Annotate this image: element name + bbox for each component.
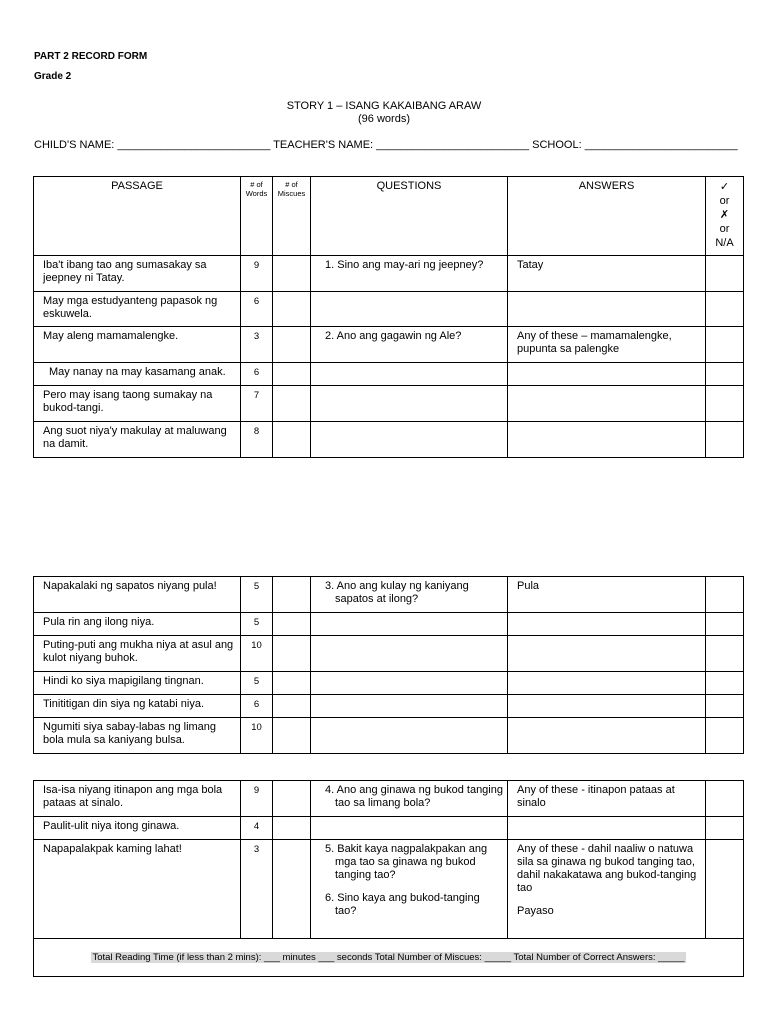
table-row xyxy=(34,422,744,458)
mark-cell[interactable] xyxy=(706,327,744,363)
miscue-cell[interactable] xyxy=(273,386,311,422)
word-count-cell: 6 xyxy=(241,363,273,386)
table-row xyxy=(34,363,744,386)
answer-cell: Tatay xyxy=(508,256,706,292)
question-cell: 5. Bakit kaya nagpalakpakan ang mga tao sa ginawa ng bukod tanging tao? 6. Sino kaya ang bukod-tanging tao? xyxy=(311,840,508,939)
word-count-cell: 10 xyxy=(241,718,273,754)
question-cell: 3. Ano ang kulay ng kaniyang sapatos at ilong? xyxy=(311,577,508,613)
mark-cell[interactable] xyxy=(706,672,744,695)
answer-cell xyxy=(508,292,706,327)
table-row xyxy=(34,781,744,817)
question-cell xyxy=(311,636,508,672)
question-cell: 2. Ano ang gagawin ng Ale? xyxy=(311,327,508,363)
passage-cell: Puting-puti ang mukha niya at asul ang kulot niyang buhok. xyxy=(34,636,241,672)
answer-cell xyxy=(508,422,706,458)
mark-cell[interactable] xyxy=(706,636,744,672)
table-row xyxy=(34,636,744,672)
passage-cell: Tinititigan din siya ng katabi niya. xyxy=(34,695,241,718)
passage-cell: Ngumiti siya sabay-labas ng limang bola mula sa kaniyang bulsa. xyxy=(34,718,241,754)
answer-cell xyxy=(508,718,706,754)
record-table-3 xyxy=(33,780,744,977)
mark-cell[interactable] xyxy=(706,817,744,840)
table-row xyxy=(34,695,744,718)
word-count-cell: 5 xyxy=(241,672,273,695)
story-title: STORY 1 – ISANG KAKAIBANG ARAW xyxy=(286,100,482,112)
miscue-cell[interactable] xyxy=(273,363,311,386)
answer-cell: Any of these - dahil naaliw o natuwa sila sa ginawa ng bukod tanging tao, dahil nakakatawa ang bukod-tanging tao Payaso xyxy=(508,840,706,939)
passage-cell: Napapalakpak kaming lahat! xyxy=(34,840,241,939)
mark-cell[interactable] xyxy=(706,781,744,817)
word-count-cell: 9 xyxy=(241,256,273,292)
question-cell xyxy=(311,695,508,718)
answer-cell xyxy=(508,817,706,840)
passage-cell: May aleng mamamalengke. xyxy=(34,327,241,363)
record-table-2 xyxy=(33,576,744,754)
table-row xyxy=(34,718,744,754)
passage-cell: Napakalaki ng sapatos niyang pula! xyxy=(34,577,241,613)
table-row xyxy=(34,672,744,695)
passage-header: PASSAGE xyxy=(34,177,241,256)
miscue-cell[interactable] xyxy=(273,422,311,458)
footer-row xyxy=(34,939,744,977)
totals-line: Total Reading Time (if less than 2 mins): ___ minutes ___ seconds Total Number of Miscues: _____ Total Number of Correct Answers: _____ xyxy=(92,952,685,963)
names-line: CHILD'S NAME: _________________________ TEACHER'S NAME: _________________________ SCHOOL: _________________________ xyxy=(34,139,738,151)
answer-cell xyxy=(508,613,706,636)
mark-header: ✓ or ✗ or N/A xyxy=(706,177,744,256)
question-cell xyxy=(311,386,508,422)
miscue-cell[interactable] xyxy=(273,672,311,695)
miscue-cell[interactable] xyxy=(273,256,311,292)
word-count-cell: 8 xyxy=(241,422,273,458)
passage-cell: Ang suot niya'y makulay at maluwang na damit. xyxy=(34,422,241,458)
miscue-cell[interactable] xyxy=(273,327,311,363)
passage-cell: Hindi ko siya mapigilang tingnan. xyxy=(34,672,241,695)
word-count: (96 words) xyxy=(358,113,410,125)
questions-header: QUESTIONS xyxy=(311,177,508,256)
passage-cell: Iba't ibang tao ang sumasakay sa jeepney ni Tatay. xyxy=(34,256,241,292)
header-row xyxy=(34,177,744,256)
form-heading: PART 2 RECORD FORM xyxy=(34,51,148,62)
answer-cell xyxy=(508,695,706,718)
answers-header: ANSWERS xyxy=(508,177,706,256)
record-table-1 xyxy=(33,176,744,458)
word-count-cell: 4 xyxy=(241,817,273,840)
question-cell: 4. Ano ang ginawa ng bukod tanging tao sa limang bola? xyxy=(311,781,508,817)
table-row xyxy=(34,613,744,636)
miscue-cell[interactable] xyxy=(273,840,311,939)
word-count-cell: 6 xyxy=(241,292,273,327)
word-count-cell: 7 xyxy=(241,386,273,422)
word-count-cell: 3 xyxy=(241,327,273,363)
footer-cell xyxy=(34,939,744,977)
table-row xyxy=(34,386,744,422)
passage-cell: Isa-isa niyang itinapon ang mga bola pataas at sinalo. xyxy=(34,781,241,817)
miscue-cell[interactable] xyxy=(273,695,311,718)
passage-cell: May nanay na may kasamang anak. xyxy=(34,363,241,386)
table-row xyxy=(34,577,744,613)
x-mark-icon: ✗ xyxy=(719,209,730,221)
question-cell xyxy=(311,422,508,458)
miscue-cell[interactable] xyxy=(273,718,311,754)
mark-cell[interactable] xyxy=(706,718,744,754)
mark-cell[interactable] xyxy=(706,292,744,327)
mark-cell[interactable] xyxy=(706,577,744,613)
table-row xyxy=(34,292,744,327)
mark-cell[interactable] xyxy=(706,363,744,386)
answer-cell xyxy=(508,672,706,695)
check-mark-icon: ✓ xyxy=(719,181,730,193)
question-cell: 1. Sino ang may-ari ng jeepney? xyxy=(311,256,508,292)
miscue-cell[interactable] xyxy=(273,613,311,636)
miscue-cell[interactable] xyxy=(273,781,311,817)
question-cell xyxy=(311,672,508,695)
word-count-cell: 5 xyxy=(241,613,273,636)
miscues-header: # of Miscues xyxy=(273,177,311,256)
question-cell xyxy=(311,718,508,754)
question-cell xyxy=(311,363,508,386)
story-title-block xyxy=(0,100,768,126)
words-header: # of Words xyxy=(241,177,273,256)
question-cell xyxy=(311,613,508,636)
word-count-cell: 9 xyxy=(241,781,273,817)
answer-cell xyxy=(508,386,706,422)
miscue-cell[interactable] xyxy=(273,292,311,327)
answer-cell: Any of these – mamamalengke, pupunta sa palengke xyxy=(508,327,706,363)
answer-cell: Any of these - itinapon pataas at sinalo xyxy=(508,781,706,817)
passage-cell: Pula rin ang ilong niya. xyxy=(34,613,241,636)
passage-cell: Paulit-ulit niya itong ginawa. xyxy=(34,817,241,840)
mark-cell[interactable] xyxy=(706,256,744,292)
question-cell xyxy=(311,817,508,840)
mark-cell[interactable] xyxy=(706,695,744,718)
mark-cell[interactable] xyxy=(706,613,744,636)
answer-cell xyxy=(508,636,706,672)
miscue-cell[interactable] xyxy=(273,577,311,613)
grade-label: Grade 2 xyxy=(34,71,72,82)
mark-cell[interactable] xyxy=(706,840,744,939)
miscue-cell[interactable] xyxy=(273,817,311,840)
word-count-cell: 3 xyxy=(241,840,273,939)
answer-cell xyxy=(508,363,706,386)
question-cell xyxy=(311,292,508,327)
answer-cell: Pula xyxy=(508,577,706,613)
mark-cell[interactable] xyxy=(706,386,744,422)
table-row xyxy=(34,817,744,840)
table-row xyxy=(34,840,744,939)
mark-cell[interactable] xyxy=(706,422,744,458)
passage-cell: May mga estudyanteng papasok ng eskuwela. xyxy=(34,292,241,327)
word-count-cell: 6 xyxy=(241,695,273,718)
passage-cell: Pero may isang taong sumakay na bukod-tangi. xyxy=(34,386,241,422)
word-count-cell: 5 xyxy=(241,577,273,613)
table-row xyxy=(34,327,744,363)
table-row xyxy=(34,256,744,292)
word-count-cell: 10 xyxy=(241,636,273,672)
miscue-cell[interactable] xyxy=(273,636,311,672)
